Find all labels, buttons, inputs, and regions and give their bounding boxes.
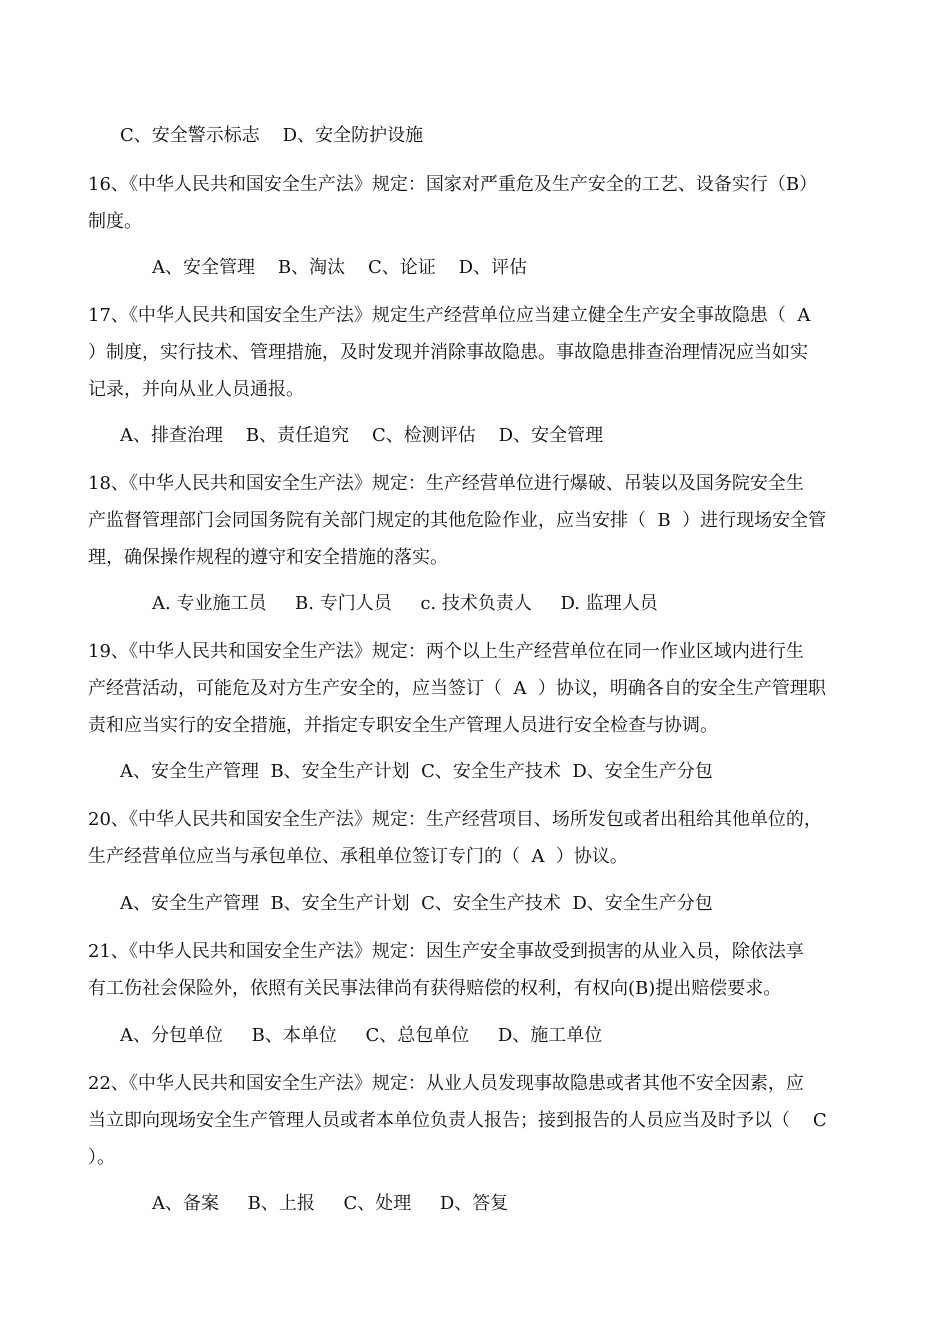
question-17-line-2: ）制度，实行技术、管理措施，及时发现并消除事故隐患。事故隐患排查治理情况应当如实	[88, 342, 808, 363]
question-21-line-1: 21、《中华人民共和国安全生产法》规定：因生产安全事故受到损害的从业入员，除依法享	[88, 941, 804, 962]
options-q20: A、安全生产管理 B、安全生产计划 C、安全生产技术 D、安全生产分包	[120, 893, 713, 914]
options-q18: A. 专业施工员 B. 专门人员 c. 技术负责人 D. 监理人员	[152, 593, 658, 614]
question-20-line-1: 20、《中华人民共和国安全生产法》规定：生产经营项目、场所发包或者出租给其他单位的，	[88, 809, 822, 830]
question-22-line-1: 22、《中华人民共和国安全生产法》规定：从业人员发现事故隐患或者其他不安全因素，应	[88, 1073, 804, 1094]
question-18-line-1: 18、《中华人民共和国安全生产法》规定：生产经营单位进行爆破、吊装以及国务院安全生	[88, 473, 804, 494]
options-q15-tail: C、安全警示标志 D、安全防护设施	[120, 125, 424, 146]
options-q16: A、安全管理 B、淘汰 C、论证 D、评估	[152, 257, 528, 278]
question-16-line-2: 制度。	[88, 211, 142, 232]
question-22-line-3: ）。	[88, 1147, 115, 1168]
question-18-line-2: 产监督管理部门会同国务院有关部门规定的其他危险作业，应当安排（ B ）进行现场安全管	[88, 510, 827, 531]
question-20-line-2: 生产经营单位应当与承包单位、承租单位签订专门的（ A ）协议。	[88, 846, 628, 867]
question-17-line-1: 17、《中华人民共和国安全生产法》规定生产经营单位应当建立健全生产安全事故隐患（ A	[88, 305, 811, 326]
question-19-line-1: 19、《中华人民共和国安全生产法》规定：两个以上生产经营单位在同一作业区域内进行生	[88, 641, 804, 662]
question-22-line-2: 当立即向现场安全生产管理人员或者本单位负责人报告；接到报告的人员应当及时予以（ C	[88, 1110, 827, 1131]
question-18-line-3: 理，确保操作规程的遵守和安全措施的落实。	[88, 547, 448, 568]
question-16-line-1: 16、《中华人民共和国安全生产法》规定：国家对严重危及生产安全的工艺、设备实行（B）	[88, 174, 818, 195]
options-q21: A、分包单位 B、本单位 C、总包单位 D、施工单位	[120, 1025, 603, 1046]
question-19-line-3: 责和应当实行的安全措施，并指定专职安全生产管理人员进行安全检查与协调。	[88, 715, 718, 736]
question-19-line-2: 产经营活动，可能危及对方生产安全的，应当签订（ A ）协议，明确各自的安全生产管理职	[88, 678, 826, 699]
options-q17: A、排查治理 B、责任追究 C、检测评估 D、安全管理	[120, 425, 604, 446]
options-q22: A、备案 B、上报 C、处理 D、答复	[152, 1193, 509, 1214]
options-q19: A、安全生产管理 B、安全生产计划 C、安全生产技术 D、安全生产分包	[120, 761, 713, 782]
question-21-line-2: 有工伤社会保险外，依照有关民事法律尚有获得赔偿的权利，有权向(B)提出赔偿要求。	[88, 978, 782, 999]
question-17-line-3: 记录，并向从业人员通报。	[88, 379, 304, 400]
